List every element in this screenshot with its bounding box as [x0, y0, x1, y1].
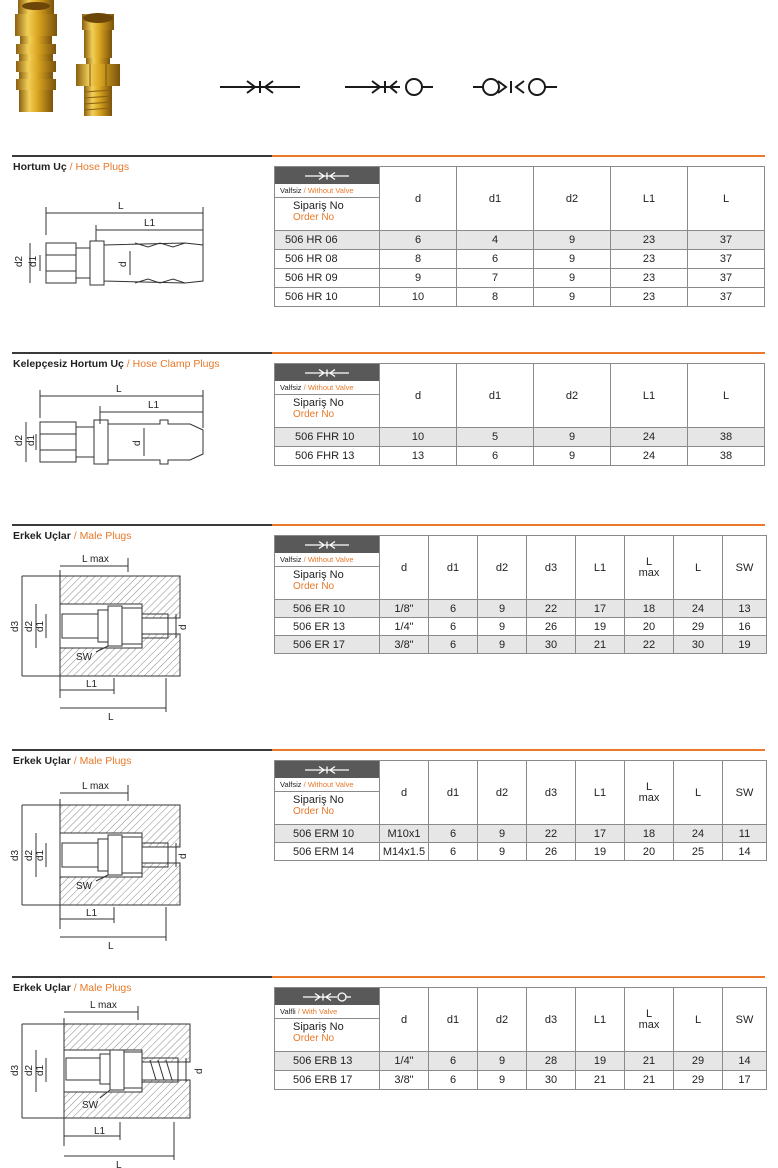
hose-plug-photo — [10, 0, 62, 118]
section-title: Kelepçesiz Hortum Uç / Hose Clamp Plugs — [13, 358, 220, 370]
order-header: Valfsiz / Without Valve Sipariş No Order No — [275, 761, 380, 825]
section-male-plugs-er — [0, 524, 778, 724]
dim-d3: d3 — [10, 620, 21, 632]
divider — [12, 155, 272, 157]
section-hose-clamp-plugs — [0, 352, 778, 492]
dim-L: L — [108, 712, 114, 723]
col-header: d — [380, 536, 429, 600]
coupling-symbol-without-valve — [275, 536, 379, 553]
dim-d2: d2 — [14, 434, 25, 446]
col-header: d1 — [429, 988, 478, 1052]
col-header: L1 — [611, 167, 688, 231]
order-header: Valfsiz / Without Valve Sipariş No Order No — [275, 167, 380, 231]
table-row: 506 FHR 10 10 5 9 24 38 — [275, 428, 765, 447]
dim-d1: d1 — [28, 255, 39, 267]
col-header: SW — [723, 761, 767, 825]
hose-plug-drawing — [10, 185, 230, 315]
col-header: L max — [625, 988, 674, 1052]
dim-L-max: L max — [90, 1000, 117, 1011]
dim-d3: d3 — [10, 1064, 21, 1076]
divider-accent — [272, 976, 765, 978]
dim-d2: d2 — [24, 620, 35, 632]
dim-L: L — [118, 201, 124, 212]
col-header: L max — [625, 536, 674, 600]
divider — [12, 976, 272, 978]
table-row: 506 ER 17 3/8" 6 9 30 21 22 30 19 — [275, 636, 767, 654]
male-plug-drawing — [10, 548, 210, 728]
section-hose-plugs — [0, 155, 778, 315]
dim-d2: d2 — [24, 849, 35, 861]
col-header: L — [688, 167, 765, 231]
col-header: d — [380, 364, 457, 428]
divider — [12, 352, 272, 354]
table-row: 506 ERM 14 M14x1.5 6 9 26 19 20 25 14 — [275, 843, 767, 861]
col-header: SW — [723, 536, 767, 600]
divider — [12, 749, 272, 751]
spec-table — [274, 535, 767, 654]
col-header: d3 — [527, 761, 576, 825]
dim-L1: L1 — [86, 679, 98, 690]
dim-L: L — [116, 1160, 122, 1168]
dim-L-max: L max — [82, 554, 109, 565]
col-header: L1 — [576, 536, 625, 600]
dim-d3: d3 — [10, 849, 21, 861]
col-header: L — [674, 536, 723, 600]
col-header: d1 — [429, 761, 478, 825]
col-header: d1 — [457, 167, 534, 231]
col-header: d — [380, 988, 429, 1052]
dim-L-max: L max — [82, 781, 109, 792]
dim-d: d — [132, 440, 143, 446]
col-header: L1 — [576, 988, 625, 1052]
table-row: 506 HR 09 9 7 9 23 37 — [275, 269, 765, 288]
col-header: d — [380, 761, 429, 825]
table-row: 506 ER 13 1/4" 6 9 26 19 20 29 16 — [275, 618, 767, 636]
dim-d2: d2 — [14, 255, 25, 267]
table-row: 506 ERB 13 1/4" 6 9 28 19 21 29 14 — [275, 1052, 767, 1071]
coupling-symbol-one-valve — [275, 988, 379, 1005]
col-header: d2 — [478, 988, 527, 1052]
dim-d1: d1 — [35, 620, 46, 632]
dim-d1: d1 — [35, 1064, 46, 1076]
male-plug-metric-drawing — [10, 773, 210, 958]
col-header: d1 — [457, 364, 534, 428]
dim-d: d — [194, 1068, 205, 1074]
dim-L1: L1 — [148, 400, 160, 411]
dim-d2: d2 — [24, 1064, 35, 1076]
col-header: L — [688, 364, 765, 428]
coupling-symbols — [215, 72, 565, 102]
col-header: d — [380, 167, 457, 231]
col-header: L — [674, 761, 723, 825]
table-row: 506 ERB 17 3/8" 6 9 30 21 21 29 17 — [275, 1071, 767, 1090]
spec-table — [274, 987, 767, 1090]
order-header: Valfsiz / Without Valve Sipariş No Order No — [275, 364, 380, 428]
dim-L1: L1 — [144, 218, 156, 229]
section-male-plugs-erm — [0, 749, 778, 952]
divider-accent — [272, 524, 765, 526]
divider — [12, 524, 272, 526]
table-row: 506 HR 08 8 6 9 23 37 — [275, 250, 765, 269]
coupling-symbol-without-valve — [220, 81, 300, 93]
hose-clamp-plug-drawing — [10, 378, 230, 498]
coupling-symbol-without-valve — [275, 761, 379, 778]
col-header: d1 — [429, 536, 478, 600]
col-header: d2 — [478, 761, 527, 825]
col-header: d2 — [534, 167, 611, 231]
section-male-plugs-erb — [0, 976, 778, 1168]
dim-d1: d1 — [35, 849, 46, 861]
col-header: d3 — [527, 536, 576, 600]
spec-table — [274, 166, 765, 307]
coupling-symbol-without-valve — [275, 167, 379, 184]
table-row: 506 HR 06 6 4 9 23 37 — [275, 231, 765, 250]
dim-d1: d1 — [26, 434, 37, 446]
section-title: Erkek Uçlar / Male Plugs — [13, 755, 132, 767]
section-title: Erkek Uçlar / Male Plugs — [13, 982, 132, 994]
dim-d: d — [178, 624, 189, 630]
spec-table — [274, 760, 767, 861]
table-row: 506 FHR 13 13 6 9 24 38 — [275, 447, 765, 466]
male-plug-photo — [72, 0, 124, 118]
dim-L: L — [108, 941, 114, 952]
section-title: Erkek Uçlar / Male Plugs — [13, 530, 132, 542]
col-header: L — [674, 988, 723, 1052]
divider-accent — [272, 352, 765, 354]
col-header: d2 — [534, 364, 611, 428]
coupling-symbol-without-valve — [275, 364, 379, 381]
col-header: SW — [723, 988, 767, 1052]
col-header: L1 — [576, 761, 625, 825]
dim-L: L — [116, 384, 122, 395]
divider-accent — [272, 749, 765, 751]
coupling-symbol-two-valves — [473, 79, 557, 95]
order-header: Valfsiz / Without Valve Sipariş No Order No — [275, 536, 380, 600]
spec-table — [274, 363, 765, 466]
table-row: 506 HR 10 10 8 9 23 37 — [275, 288, 765, 307]
dim-d: d — [118, 261, 129, 267]
male-plug-valve-drawing — [10, 996, 220, 1168]
col-header: L1 — [611, 364, 688, 428]
dim-SW: SW — [76, 881, 93, 892]
col-header: d2 — [478, 536, 527, 600]
section-title: Hortum Uç / Hose Plugs — [13, 161, 130, 173]
coupling-symbol-one-valve — [345, 79, 433, 95]
dim-L1: L1 — [94, 1126, 106, 1137]
dim-d: d — [178, 853, 189, 859]
col-header: L max — [625, 761, 674, 825]
dim-SW: SW — [82, 1100, 99, 1111]
order-header: Valfli / With Valve Sipariş No Order No — [275, 988, 380, 1052]
divider-accent — [272, 155, 765, 157]
table-row: 506 ERM 10 M10x1 6 9 22 17 18 24 11 — [275, 825, 767, 843]
dim-L1: L1 — [86, 908, 98, 919]
col-header: d3 — [527, 988, 576, 1052]
dim-SW: SW — [76, 652, 93, 663]
table-row: 506 ER 10 1/8" 6 9 22 17 18 24 13 — [275, 600, 767, 618]
